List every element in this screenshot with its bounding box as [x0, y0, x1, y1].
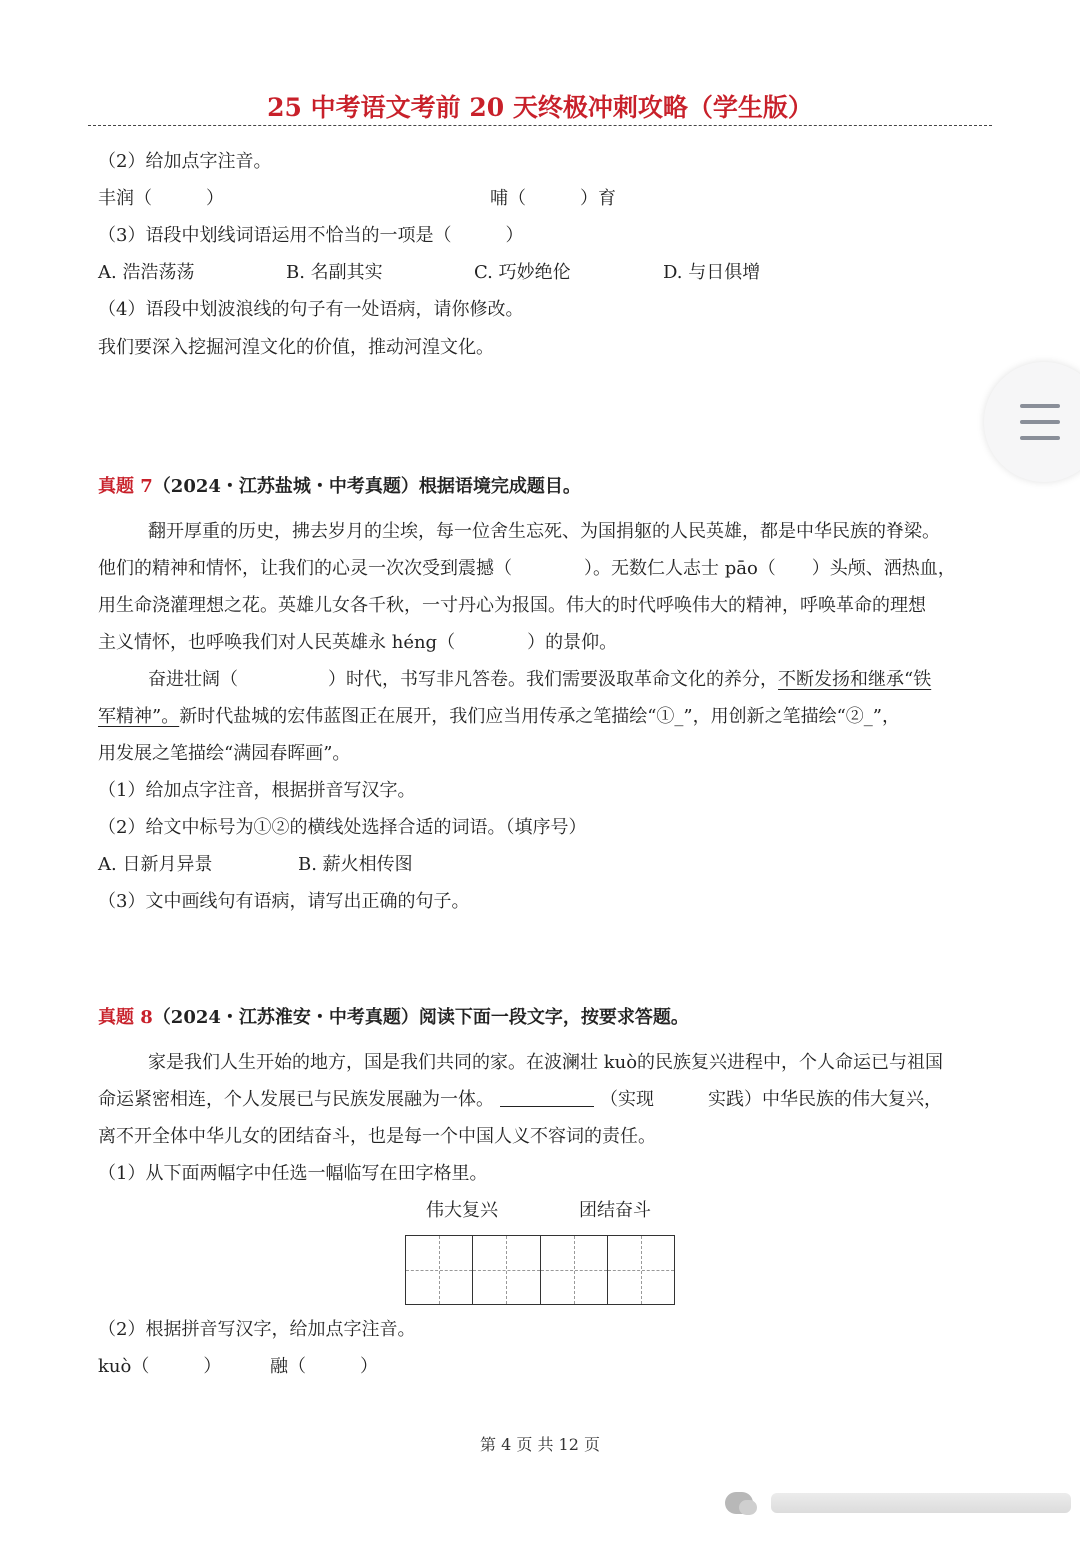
tianzige-grid[interactable]: [405, 1235, 675, 1305]
q8-word2: 团结奋斗: [579, 1200, 651, 1221]
prev-q3: （3）语段中划线词语运用不恰当的一项是（ ）: [98, 225, 524, 246]
q8-heading: [98, 1006, 689, 1030]
prev-q4: （4）语段中划波浪线的句子有一处语病，请你修改。: [98, 299, 524, 320]
q7-opt-b: B. 薪火相传图: [298, 854, 413, 875]
q7-sub2: （2）给文中标号为①②的横线处选择合适的词语。（填序号）: [98, 817, 587, 838]
menu-icon: [1020, 404, 1060, 408]
q8-label: 真题 8: [98, 1007, 153, 1028]
q7-label: 真题 7: [98, 476, 153, 497]
q7-p2-text2: 新时代盐城的宏伟蓝图正在展开，我们应当用传承之笔描绘“①_”，用创新之笔描绘“②_”，: [179, 706, 901, 727]
q8-p-line2: [98, 1088, 942, 1112]
prev-opt-d: D. 与日俱增: [663, 262, 761, 283]
page-title: 25 中考语文考前 20 天终极冲刺攻略（学生版）: [267, 93, 813, 122]
q7-heading: [98, 475, 581, 499]
prev-word2: 哺（ ）育: [490, 188, 616, 209]
q7-p2-text: 奋进壮阔（ ）时代，书写非凡答卷。我们需要汲取革命文化的养分，: [148, 669, 778, 690]
q7-p1-line1: 翻开厚重的历史，拂去岁月的尘埃，每一位舍生忘死、为国捐躯的人民英雄，都是中华民族的脊梁。: [148, 521, 940, 542]
q7-underlined-sentence: 不断发扬和继承“铁: [778, 669, 932, 690]
tianzige-cell[interactable]: [473, 1236, 540, 1304]
prev-word1: 丰润（ ）: [98, 188, 224, 209]
q8-p-choice: （实现 实践）中华民族的伟大复兴，: [600, 1089, 942, 1110]
menu-button[interactable]: [984, 362, 1080, 482]
q7-sub1: （1）给加点字注音，根据拼音写汉字。: [98, 780, 416, 801]
q7-sub3: （3）文中画线句有语病，请写出正确的句子。: [98, 891, 470, 912]
prev-opt-b: B. 名副其实: [286, 262, 383, 283]
q7-source: （2024・江苏盐城・中考真题）根据语境完成题目。: [152, 476, 581, 497]
q8-sub1: （1）从下面两幅字中任选一幅临写在田字格里。: [98, 1163, 488, 1184]
q7-opt-a: A. 日新月异景: [98, 854, 213, 875]
q7-p2-line1: [148, 668, 931, 692]
q8-sub2: （2）根据拼音写汉字，给加点字注音。: [98, 1319, 416, 1340]
prev-q2: （2）给加点字注音。: [98, 151, 272, 172]
prev-opt-c: C. 巧妙绝伦: [474, 262, 571, 283]
q8-answer-blank[interactable]: [500, 1088, 594, 1107]
watermark: [725, 1492, 1071, 1514]
page-number: 第 4 页 共 12 页: [480, 1435, 600, 1454]
q7-underlined-sentence-end: 军精神”。: [98, 706, 180, 727]
q7-p1-line4: 主义情怀，也呼唤我们对人民英雄永 héng（ ）的景仰。: [98, 632, 618, 653]
q7-p2-line2: [98, 705, 900, 729]
title-divider: [88, 125, 992, 126]
q8-p-line3: 离不开全体中华儿女的团结奋斗，也是每一个中国人义不容词的责任。: [98, 1126, 656, 1147]
q7-p1-line2: 他们的精神和情怀，让我们的心灵一次次受到震撼（ ）。无数仁人志士 pāo（ ）头颅、洒热血，: [98, 558, 956, 579]
q8-p-line1: 家是我们人生开始的地方，国是我们共同的家。在波澜壮 kuò的民族复兴进程中，个人命运已与祖国: [148, 1052, 944, 1073]
watermark-bar: [771, 1493, 1071, 1513]
tianzige-cell[interactable]: [406, 1236, 473, 1304]
tianzige-cell[interactable]: [608, 1236, 674, 1304]
menu-icon-bar: [1020, 420, 1060, 424]
prev-opt-a: A. 浩浩荡荡: [98, 262, 195, 283]
q8-ans1: kuò（ ）: [98, 1356, 222, 1377]
prev-sentence: 我们要深入挖掘河湟文化的价值，推动河湟文化。: [98, 337, 494, 358]
q8-source: （2024・江苏淮安・中考真题）阅读下面一段文字，按要求答题。: [152, 1007, 689, 1028]
q7-p1-line3: 用生命浇灌理想之花。英雄儿女各千秋，一寸丹心为报国。伟大的时代呼唤伟大的精神，呼唤革命的理想: [98, 595, 926, 616]
q8-ans2: 融（ ）: [270, 1356, 378, 1377]
tianzige-cell[interactable]: [541, 1236, 608, 1304]
q7-p2-line3: 用发展之笔描绘“满园春晖画”。: [98, 743, 351, 764]
q8-p-text: 命运紧密相连，个人发展已与民族发展融为一体。: [98, 1089, 494, 1110]
q8-word1: 伟大复兴: [426, 1200, 498, 1221]
wechat-icon: [725, 1492, 753, 1514]
menu-icon-bar: [1020, 436, 1060, 440]
